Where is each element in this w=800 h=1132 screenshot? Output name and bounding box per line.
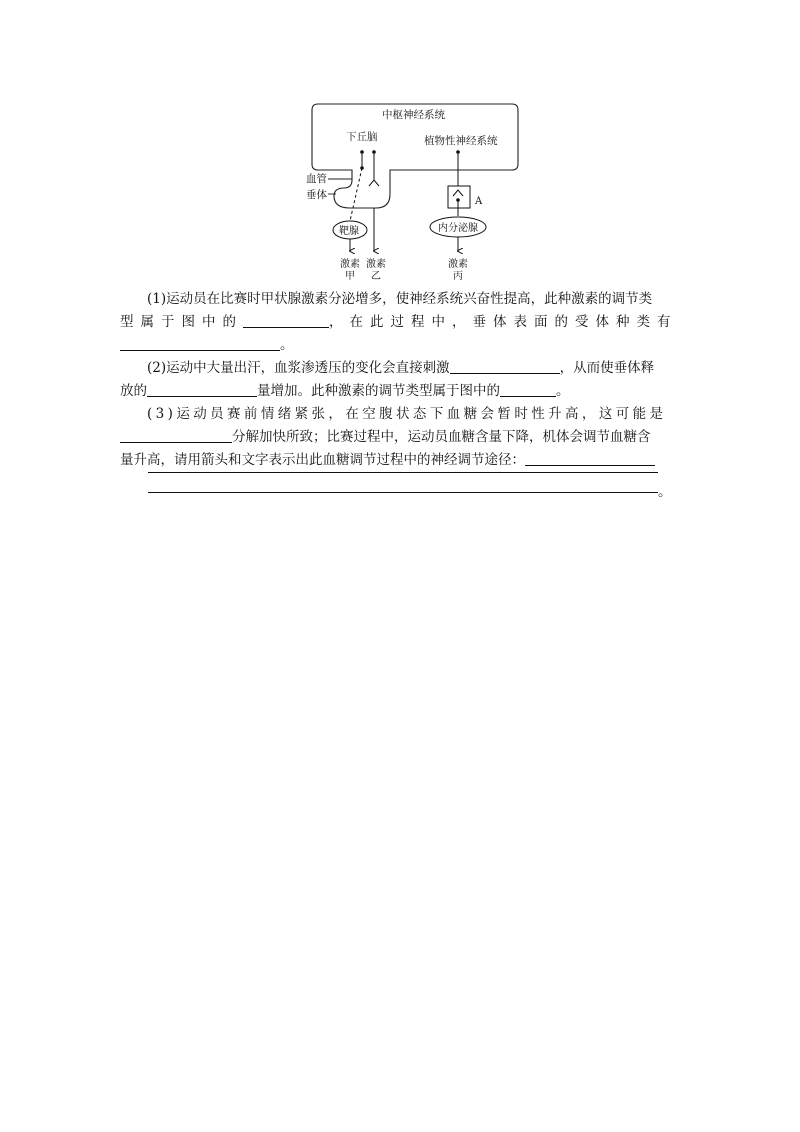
- answer-line-3d[interactable]: [148, 492, 658, 493]
- answer-blank-2c[interactable]: [500, 382, 556, 397]
- question-1: (1)运动员在比赛时甲状腺激素分泌增多，使神经系统兴奋性提高，此种激素的调节类 型属于图中的 ，在此过程中，垂体表面的受体种类有 。: [120, 291, 678, 353]
- hypothalamus-label: 下丘脑: [346, 131, 378, 143]
- endocrine-regulation-diagram: [290, 96, 530, 286]
- svg-text:靶腺: 靶腺: [339, 226, 359, 237]
- answer-blank-3a[interactable]: [120, 428, 232, 443]
- synapse-a-box: [448, 186, 470, 208]
- hormone-jia-label: 激素: [340, 259, 360, 270]
- answer-line-3c[interactable]: [148, 472, 658, 473]
- answer-blank-1a[interactable]: [243, 313, 329, 328]
- answer-blank-3b[interactable]: [525, 451, 655, 466]
- svg-text:乙: 乙: [371, 271, 381, 282]
- answer-blank-1b[interactable]: [120, 336, 280, 351]
- vessel-label: 血管: [306, 173, 327, 185]
- answer-blank-2b[interactable]: [147, 382, 257, 397]
- svg-text:内分泌腺: 内分泌腺: [438, 223, 478, 234]
- autonomic-nerve-label: 植物性神经系统: [424, 135, 498, 147]
- cns-label: 中枢神经系统: [382, 109, 445, 121]
- svg-text:丙: 丙: [453, 271, 463, 282]
- hormone-yi-label: 激素: [366, 259, 386, 270]
- answer-blank-2a[interactable]: [450, 359, 560, 374]
- hormone-bing-label: 激素: [448, 259, 468, 270]
- question-3: (3)运动员赛前情绪紧张，在空腹状态下血糖会暂时性升高，这可能是 分解加快所致；比赛过程中，运动员血糖含量下降，机体会调节血糖含 量升高，请用箭头和文字表示出此血糖调节过程中的神经调节途径：: [120, 406, 667, 468]
- question-2: (2)运动中大量出汗，血浆渗透压的变化会直接刺激 ，从而使垂体释 放的 量增加。此种激素的调节类型属于图中的 。: [120, 360, 655, 399]
- pituitary-label: 垂体: [306, 189, 327, 201]
- svg-text:甲: 甲: [345, 271, 355, 282]
- final-period: 。: [658, 484, 672, 500]
- label-a: A: [475, 196, 483, 207]
